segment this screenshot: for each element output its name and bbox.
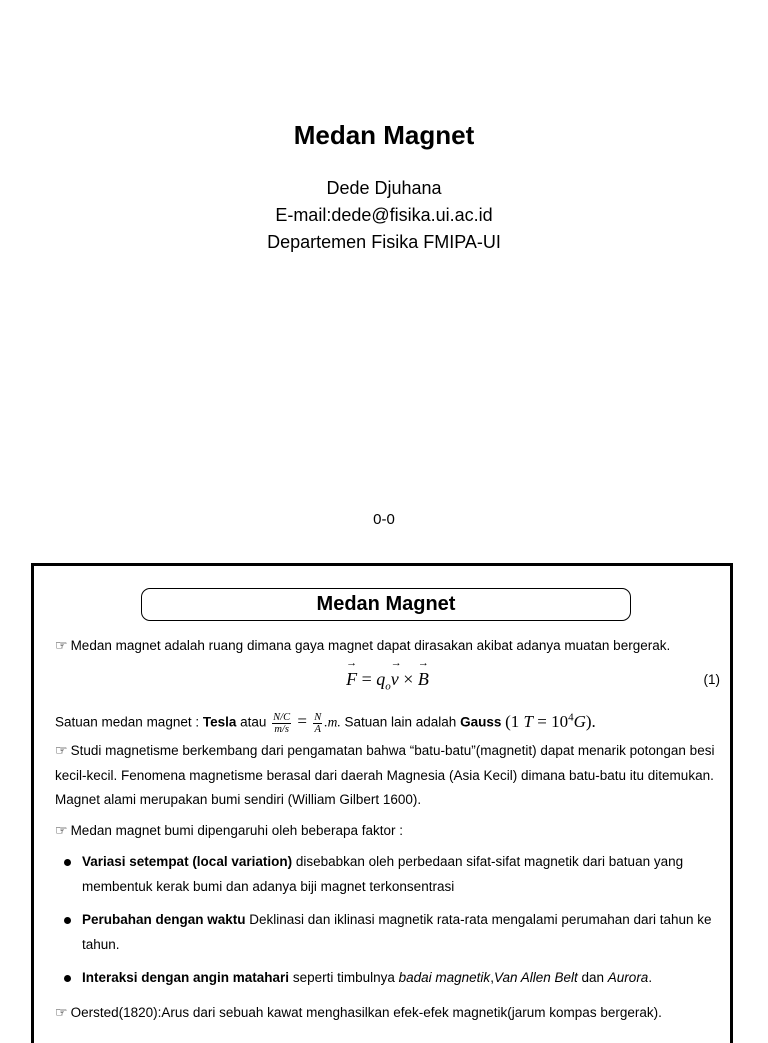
list-item-heading: Variasi setempat (local variation) <box>82 854 293 869</box>
equation-1 <box>55 669 720 695</box>
fraction-1-denominator: m/s <box>274 723 289 735</box>
intro-text: Medan magnet adalah ruang dimana gaya magnet dapat dirasakan akibat adanya muatan bergerak. <box>70 638 671 653</box>
studi-text: Studi magnetisme berkembang dari pengamatan bahwa “batu-batu”(magnetit) dapat menarik potongan besi kecil-kecil. Fenomena magnetisme berasal dari daerah Magnesia (Asia Kecil) dimana batu-batu itu ditemukan. Magnet alami merupakan bumi sendiri (William Gilbert 1600). <box>55 743 715 807</box>
author-name: Dede Djuhana <box>326 178 442 198</box>
author-email: E-mail:dede@fisika.ui.ac.id <box>275 205 493 225</box>
list-item-and: dan <box>577 970 608 985</box>
list-item <box>55 908 720 957</box>
gauss-eq-tesla: T <box>523 711 534 731</box>
fraction-1-numerator: N/C <box>273 711 291 723</box>
faktor-intro-text: Medan magnet bumi dipengaruhi oleh beberapa faktor : <box>70 823 404 838</box>
field-vector: → B <box>418 669 429 690</box>
bullet-icon <box>64 975 71 982</box>
list-item <box>55 850 720 899</box>
list-item-text: seperti timbulnya <box>289 970 399 985</box>
gauss-eq-mid: = 10 <box>533 711 569 731</box>
units-atau: atau <box>236 714 271 730</box>
equation-number: (1) <box>703 672 720 687</box>
fraction-2-numerator: N <box>314 711 322 723</box>
pointing-hand-icon: ☞ <box>55 742 68 758</box>
pointing-hand-icon: ☞ <box>55 1004 68 1020</box>
content-slide <box>31 563 733 1043</box>
faktor-list <box>55 850 720 1000</box>
list-item-text: Deklinasi dan iklinasi magnetik rata-rata mengalami perumahan dari tahun ke tahun. <box>82 912 712 952</box>
gauss-eq-gauss: G <box>573 711 586 731</box>
oersted-text: Oersted(1820):Arus dari sebuah kawat menghasilkan efek-efek magnetik(jarum kompas bergerak). <box>70 1005 662 1020</box>
fraction-2-denominator: A <box>314 723 321 735</box>
intro-paragraph <box>55 633 720 659</box>
force-vector: → F <box>346 669 357 690</box>
gauss-eq-open: (1 <box>505 711 524 731</box>
list-item <box>55 966 720 991</box>
fraction-n-over-a <box>313 712 322 735</box>
list-item-italic: Aurora <box>607 970 649 985</box>
units-middle: Satuan lain adalah <box>340 714 461 730</box>
page-title: Medan Magnet <box>293 120 475 150</box>
bullet-icon <box>64 859 71 866</box>
list-item-heading: Perubahan dengan waktu <box>82 912 246 927</box>
gauss-eq-exponent: 4 <box>568 711 574 723</box>
pointing-hand-icon: ☞ <box>55 822 68 838</box>
units-paragraph: Satuan medan magnet : Tesla atau $\frac{N/C}{m/s}$ = $\frac{N}{A}$ .m. Satuan lain adalah Gauss (1 $T = 10^4G$). <box>55 711 596 735</box>
studi-paragraph <box>55 738 720 813</box>
charge-symbol: q <box>376 669 386 689</box>
gauss-eq-close: ). <box>585 711 596 731</box>
page-number: 0-0 <box>373 511 395 528</box>
equation-1-formula: → $F = q_o\to v$ × → B <box>55 669 720 693</box>
list-item-heading: Interaksi dengan angin matahari <box>82 970 290 985</box>
velocity-vector: → v <box>391 669 399 690</box>
units-prefix: Satuan medan magnet : <box>55 714 203 730</box>
list-item-separator: , <box>490 970 494 985</box>
list-item-italic: badai magnetik <box>398 970 491 985</box>
fraction-2-suffix: .m. <box>324 714 341 730</box>
fraction-n-per-c-over-m-per-s <box>272 712 291 735</box>
faktor-intro-paragraph <box>55 818 720 844</box>
gauss-label: Gauss <box>460 714 502 730</box>
slide-title: Medan Magnet <box>316 593 456 615</box>
bullet-icon <box>64 917 71 924</box>
list-item-italic: Van Allen Belt <box>493 970 578 985</box>
list-item-end: . <box>648 970 653 985</box>
gauss-equation <box>505 712 596 731</box>
pointing-hand-icon: ☞ <box>55 637 68 653</box>
author-department: Departemen Fisika FMIPA-UI <box>267 232 501 252</box>
charge-subscript: o <box>385 680 391 693</box>
slide-title-box <box>141 588 631 621</box>
list-item-text: disebabkan oleh perbedaan sifat-sifat magnetik dari batuan yang membentuk kerak bumi dan adanya biji magnet terkonsentrasi <box>82 854 684 894</box>
oersted-paragraph <box>55 1000 720 1026</box>
tesla-label: Tesla <box>202 714 237 730</box>
